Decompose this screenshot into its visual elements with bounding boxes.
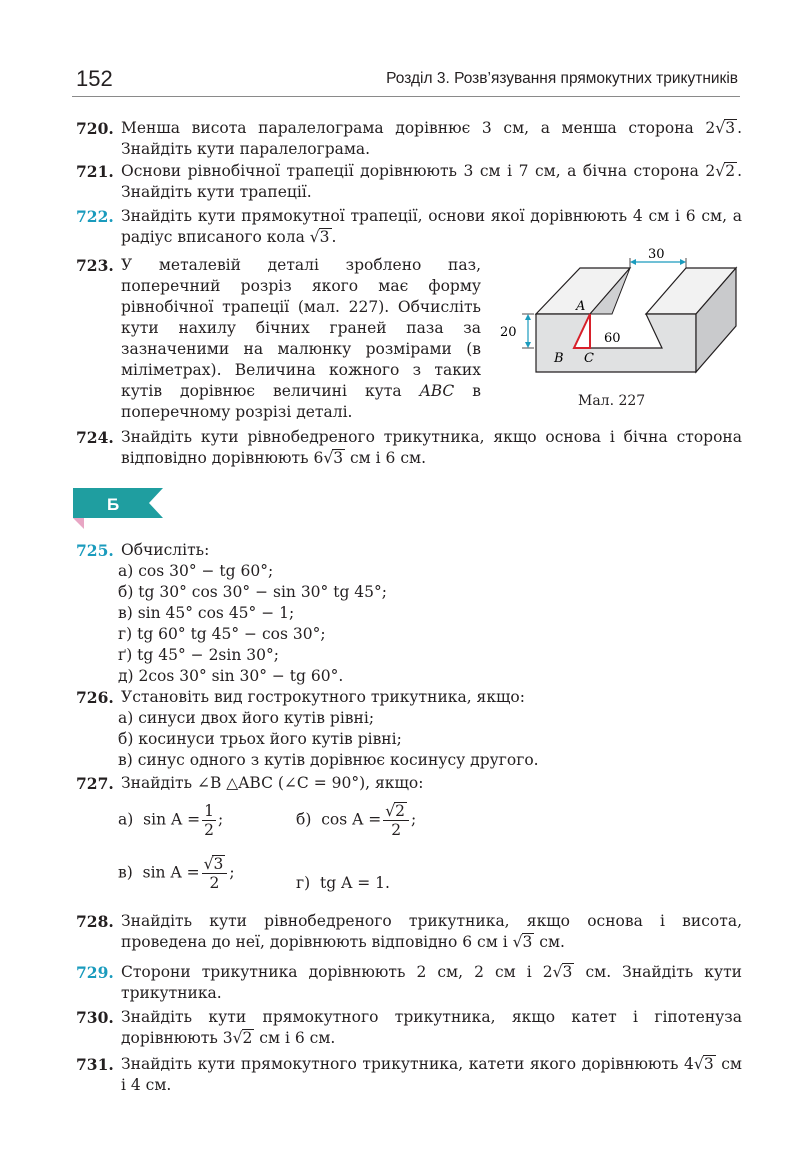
problem-number: 722. [76,207,114,226]
subitem: б) tg 30° cos 30° − sin 30° tg 45°; [118,583,387,601]
problem-728: 728. Знайдіть кути рівнобедреного трикутника, якщо основа і висота, проведена до неї, дорівнюють відповідно 6 см і √3 см. [76,912,742,951]
subitem: г) tg 60° tg 45° − cos 30°; [118,625,326,643]
problem-725: 725. Обчисліть: [76,541,210,560]
problem-720: 720. Менша висота паралелограма дорівнює 3 см, а менша сторона 2√3 . Знайдіть кути паралелограма. [76,119,742,158]
sqrt-radicand: 3 [522,933,533,951]
problem-730: 730. Знайдіть кути прямокутного трикутника, якщо катет і гіпотенуза дорівнюють 3√2 см і 6 см. [76,1008,742,1047]
sqrt-radicand: 3 [319,228,330,246]
section-label: Б [107,495,120,514]
problem-724: 724. Знайдіть кути рівнобедреного трикутника, якщо основа і бічна сторона відповідно дорівнюють 6√3 см і 6 см. [76,428,742,467]
subitem-727-d: г) tg A = 1. [296,874,390,892]
subitem: а) cos 30° − tg 60°; [118,562,274,580]
sqrt-radicand: 3 [703,1055,714,1073]
problem-number: 729. [76,963,114,982]
subitem: б) косинуси трьох його кутів рівні; [118,730,402,748]
point-label-c: C [584,351,594,366]
problem-number: 727. [76,774,114,793]
subitem-727-c: в) sin A = $\frac{√3}{2}$ ; [118,855,235,892]
sqrt-radicand: 2 [242,1029,253,1047]
problem-721: 721. Основи рівнобічної трапеції дорівнюють 3 см і 7 см, а бічна сторона 2√2 . Знайдіть кути трапеції. [76,162,742,201]
subitem: а) синуси двох його кутів рівні; [118,709,375,727]
problem-729: 729. Сторони трикутника дорівнюють 2 см, 2 см і 2√3 см. Знайдіть кути трикутника. [76,963,743,1002]
dimension-label-20: 20 [500,325,517,340]
sqrt-radicand: 3 [725,119,736,137]
header-rule [72,96,740,97]
subitem: д) 2cos 30° sin 30° − tg 60°. [118,667,344,685]
sqrt-radicand: 2 [725,162,736,180]
subitem: в) синус одного з кутів дорівнює косинусу другого. [118,751,539,769]
dimension-label-30: 30 [648,247,665,262]
chapter-title: Розділ 3. Розв’язування прямокутних трикутників [386,70,738,87]
sqrt-radicand: 3 [333,449,344,467]
page-number: 152 [76,66,113,91]
figure-caption: Мал. 227 [578,393,646,409]
sqrt-radicand: 3 [562,963,573,981]
problem-number: 730. [76,1008,114,1027]
subitem: в) sin 45° cos 45° − 1; [118,604,295,622]
problem-723: 723. У металевій деталі зроблено паз, поперечний розріз якого має форму рівнобічної трапеції (мал. 227). Обчисліть кути нахилу бічних граней паза за зазначеними на малюнку розмірами (в міліметрах). Величина кожного з таких кутів дорівнює величині кута ABC в поперечному розрізі деталі. [76,256,482,421]
point-label-b: B [554,351,564,366]
problem-726: 726. Установіть вид гострокутного трикутника, якщо: [76,688,525,707]
angle-name: ABC [419,382,455,400]
problem-number: 724. [76,428,114,447]
section-badge [73,488,165,534]
problem-number: 720. [76,119,114,138]
problem-number: 721. [76,162,114,181]
problem-number: 731. [76,1055,114,1074]
problem-727: 727. Знайдіть ∠B △ABC (∠C = 90°), якщо: [76,774,424,793]
subitem-727-b: б) cos A = $\frac{√2}{2}$ ; [296,802,417,839]
dimension-label-60: 60 [604,331,621,346]
problem-number: 725. [76,541,114,560]
problem-722: 722. Знайдіть кути прямокутної трапеції, основи якої дорівнюють 4 см і 6 см, а радіус вписаного кола √3 . [76,207,742,246]
problem-number: 726. [76,688,114,707]
subitem-727-a: а) sin A = $\frac{1}{2}$ ; [118,802,224,839]
problem-number: 723. [76,256,114,275]
figure-227 [498,246,738,386]
problem-731: 731. Знайдіть кути прямокутного трикутника, катети якого дорівнюють 4√3 см і 4 см. [76,1055,742,1094]
problem-number: 728. [76,912,114,931]
point-label-a: A [576,299,586,314]
subitem: ґ) tg 45° − 2sin 30°; [118,646,279,664]
